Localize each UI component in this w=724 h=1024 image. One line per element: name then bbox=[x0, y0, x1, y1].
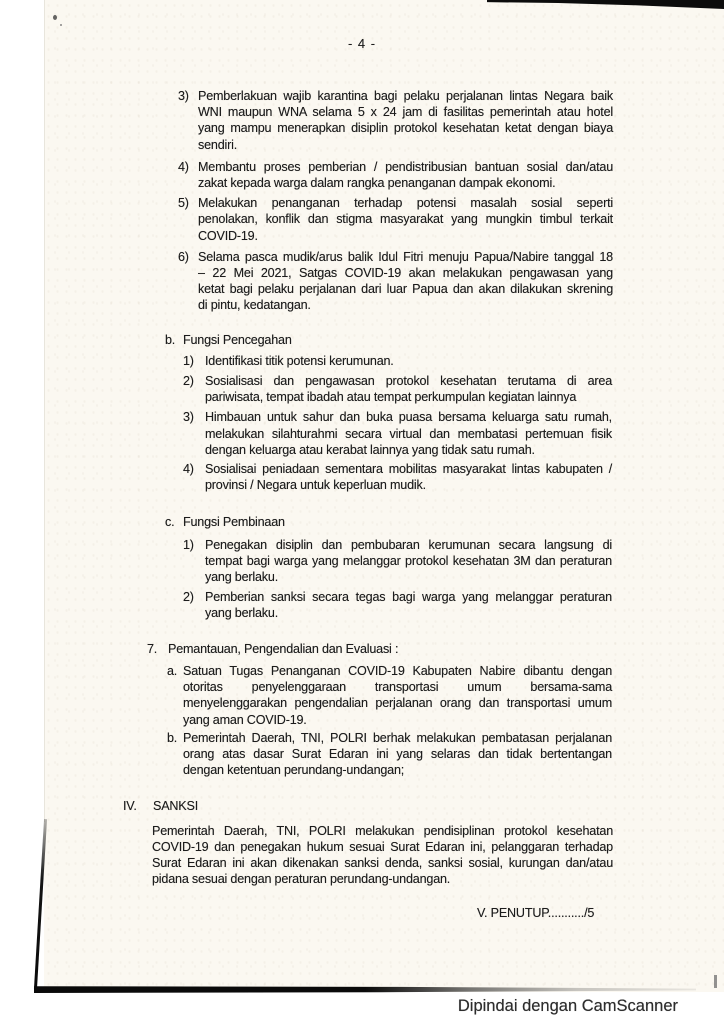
item-body bbox=[205, 589, 612, 621]
list-marker: 4) bbox=[178, 159, 189, 174]
text-line: WNI maupun WNA selama 5 x 24 jam di fasilitas pemerintah atau hotel bbox=[198, 105, 613, 120]
list-item bbox=[183, 461, 724, 493]
text-line: pidana sesuai dengan peraturan perundang-undangan. bbox=[152, 872, 451, 887]
text-line: dengan ketentuan perundang-undangan; bbox=[183, 763, 405, 778]
paragraph bbox=[152, 823, 724, 888]
section-heading bbox=[165, 332, 724, 348]
list-item bbox=[183, 537, 724, 586]
text-line: Melakukan penanganan terhadap potensi masalah sosial seperti bbox=[198, 196, 613, 211]
list-item bbox=[167, 663, 724, 728]
list-marker: 2) bbox=[183, 590, 194, 605]
text-line: menyelenggarakan pengendalian perjalanan orang dan transportasi umum bbox=[183, 696, 612, 711]
list-marker: b. bbox=[165, 332, 176, 347]
text-line: Identifikasi titik potensi kerumunan. bbox=[205, 353, 394, 368]
text-line: yang mampu menerapkan disiplin protokol kesehatan ketat dengan biaya bbox=[198, 121, 613, 136]
page-number: - 4 - bbox=[347, 36, 377, 51]
heading-text: SANKSI bbox=[153, 799, 198, 814]
list-marker: 5) bbox=[178, 196, 189, 211]
list-marker: 3) bbox=[178, 89, 189, 103]
list-marker: b. bbox=[167, 730, 178, 745]
text-line: provinsi / Negara untuk keperluan mudik. bbox=[205, 478, 426, 493]
text-line: – 22 Mei 2021, Satgas COVID-19 akan melakukan pengawasan yang bbox=[198, 266, 613, 281]
text-line: Pemerintah Daerah, TNI, POLRI melakukan pendisiplinan protokol kesehatan bbox=[152, 823, 613, 838]
scan-artifact-right-tick bbox=[714, 975, 717, 988]
list-marker: 2) bbox=[183, 374, 194, 389]
item-body bbox=[205, 353, 612, 369]
list-item bbox=[178, 88, 724, 153]
text-line: Membantu proses pemberian / pendistribusian bantuan sosial dan/atau bbox=[198, 159, 613, 174]
item-body bbox=[152, 823, 613, 888]
list-marker: IV. bbox=[123, 799, 137, 814]
list-item bbox=[183, 589, 724, 621]
item-body bbox=[198, 195, 613, 244]
item-body bbox=[183, 663, 612, 728]
list-item bbox=[183, 409, 724, 458]
text-line: Pemberlakuan wajib karantina bagi pelaku perjalanan lintas Negara baik bbox=[198, 89, 613, 103]
section-heading bbox=[165, 514, 724, 530]
item-body bbox=[198, 249, 613, 314]
list-item bbox=[178, 249, 724, 314]
text-line: yang berlaku. bbox=[205, 570, 279, 585]
section-heading bbox=[123, 798, 724, 814]
heading-text: Fungsi Pencegahan bbox=[183, 332, 292, 347]
item-body bbox=[205, 537, 612, 586]
list-item bbox=[178, 159, 724, 191]
list-marker: c. bbox=[165, 515, 175, 530]
text-line: Surat Edaran ini akan dikenakan sanksi denda, sanksi sosial, kurungan dan/atau bbox=[152, 855, 613, 870]
text-line: yang berlaku. bbox=[205, 606, 279, 621]
continuation-note bbox=[477, 905, 724, 921]
list-marker: 6) bbox=[178, 249, 189, 264]
text-line: Sosialisai peniadaan sementara mobilitas masyarakat lintas kabupaten / bbox=[205, 462, 612, 477]
text-line: penolakan, konflik dan stigma masyarakat yang mungkin timbul terkait bbox=[198, 212, 613, 227]
heading-text: Pemantauan, Pengendalian dan Evaluasi : bbox=[168, 641, 399, 656]
list-item bbox=[167, 730, 724, 779]
text-line: di pintu, kedatangan. bbox=[198, 298, 311, 313]
text-line: dengan keluarga atau kerabat lainnya yang tidak satu rumah. bbox=[205, 442, 535, 457]
text-line: COVID-19. bbox=[198, 228, 258, 243]
list-item bbox=[183, 373, 724, 405]
text-line: melakukan silahturahmi secara virtual dan membatasi pertemuan fisik bbox=[205, 426, 612, 441]
text-line: Penegakan disiplin dan pembubaran kerumunan secara langsung di bbox=[205, 537, 612, 552]
list-marker: 4) bbox=[183, 462, 194, 477]
text-line: sendiri. bbox=[198, 137, 237, 152]
item-body bbox=[205, 373, 612, 405]
text-line: ketat bagi pelaku perjalanan dari luar Papua dan akan dilakukan skrening bbox=[198, 282, 613, 297]
list-marker: 1) bbox=[183, 537, 194, 552]
continuation-text: V. PENUTUP.........../5 bbox=[477, 906, 595, 921]
text-line: tempat bagi warga yang melanggar protokol kesehatan 3M dan peraturan bbox=[205, 553, 612, 568]
list-marker: a. bbox=[167, 663, 178, 678]
text-line: otoritas penyelenggaraan transportasi umum bersama-sama bbox=[183, 680, 612, 695]
text-line: Pemerintah Daerah, TNI, POLRI berhak melakukan pembatasan perjalanan bbox=[183, 730, 612, 745]
text-line: zakat kepada warga dalam rangka penanganan dampak ekonomi. bbox=[198, 176, 556, 191]
camscanner-watermark: Dipindai dengan CamScanner bbox=[457, 997, 678, 1015]
text-line: pariwisata, tempat ibadah atau tempat perkumpulan kegiatan lainnya bbox=[205, 390, 577, 405]
item-body bbox=[183, 730, 612, 779]
text-line: Sosialisasi dan pengawasan protokol kesehatan terutama di area bbox=[205, 374, 612, 389]
item-body bbox=[198, 88, 613, 153]
section-heading bbox=[147, 641, 724, 657]
text-line: Pemberian sanksi secara tegas bagi warga yang melanggar peraturan bbox=[205, 590, 612, 605]
item-body bbox=[198, 159, 613, 191]
item-body bbox=[205, 461, 612, 493]
list-marker: 7. bbox=[147, 641, 158, 656]
heading-text: Fungsi Pembinaan bbox=[183, 515, 285, 530]
list-item bbox=[183, 353, 724, 369]
text-line: orang atas dasar Surat Edaran ini yang selaras dan tidak bertentangan bbox=[183, 746, 612, 761]
list-marker: 3) bbox=[183, 410, 194, 425]
text-line: yang aman COVID-19. bbox=[183, 712, 307, 727]
list-item bbox=[178, 195, 724, 244]
list-marker: 1) bbox=[183, 353, 194, 368]
text-line: Himbauan untuk sahur dan buka puasa bersama keluarga satu rumah, bbox=[205, 410, 612, 425]
text-line: Satuan Tugas Penanganan COVID-19 Kabupaten Nabire dibantu dengan bbox=[183, 663, 612, 678]
text-line: COVID-19 dan penegakan hukum sesuai Surat Edaran ini, pelanggaran terhadap bbox=[152, 839, 613, 854]
text-line: Selama pasca mudik/arus balik Idul Fitri menuju Papua/Nabire tanggal 18 bbox=[198, 249, 613, 264]
item-body bbox=[205, 409, 612, 458]
